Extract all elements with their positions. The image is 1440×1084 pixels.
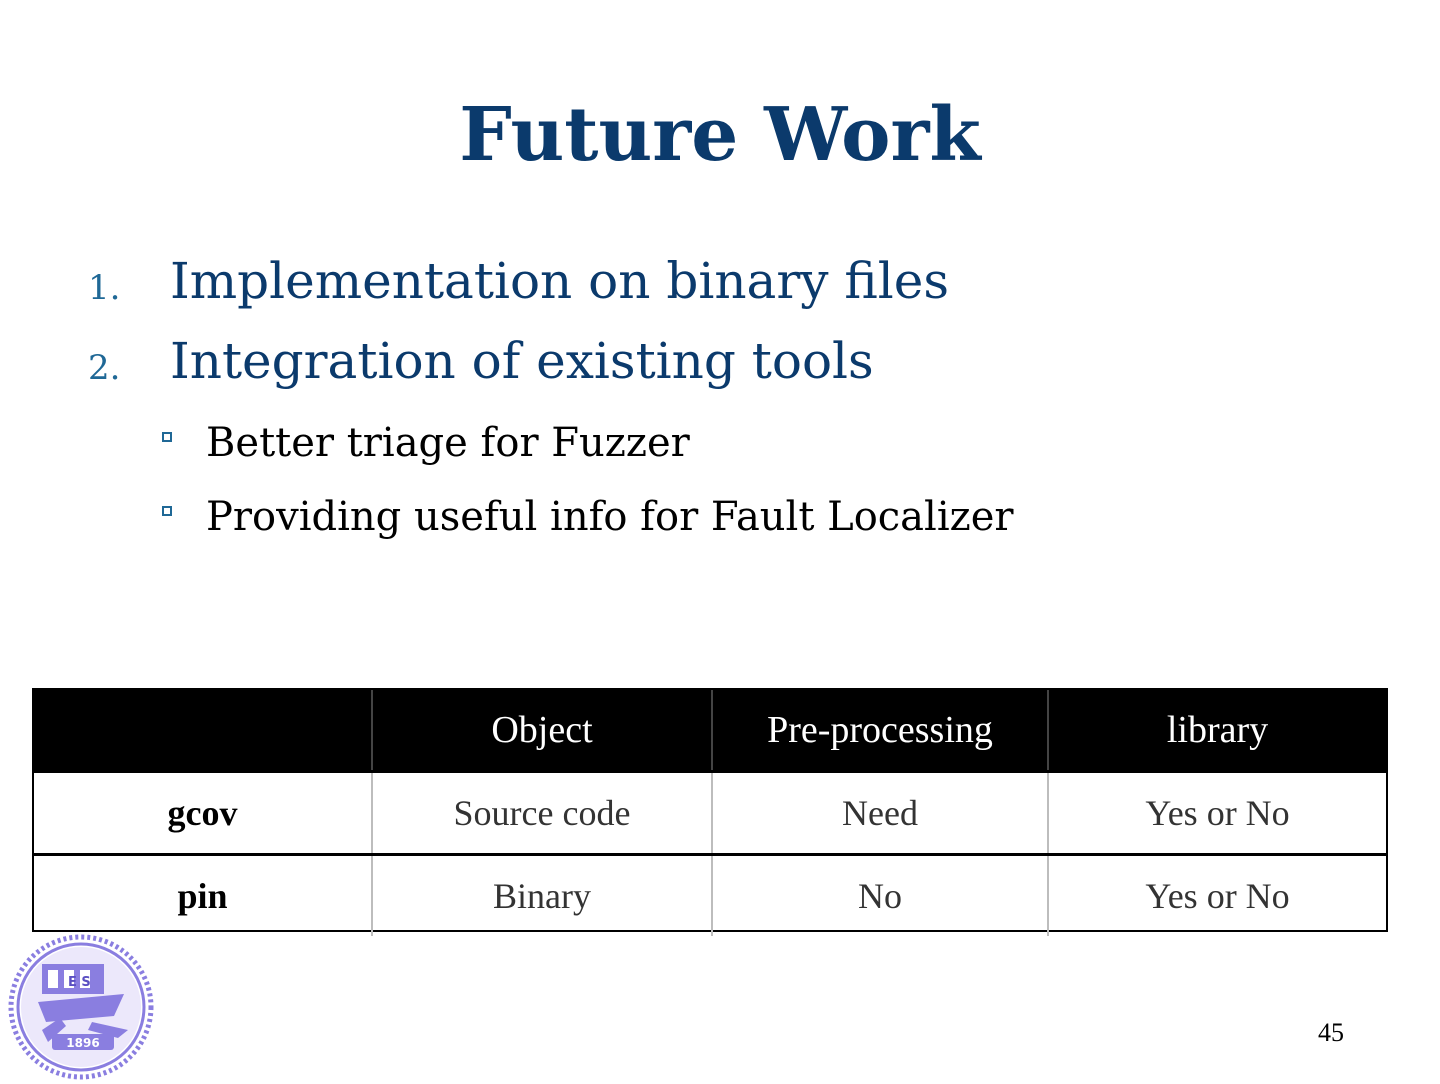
sub-item-text: Better triage for Fuzzer [206,420,690,466]
table-header-cell [34,690,372,772]
list-item [0,332,1440,392]
page-number: 45 [1318,1018,1344,1047]
table-header-cell: library [1048,690,1386,772]
list-text: Implementation on binary files [170,252,949,310]
sub-item-text: Providing useful info for Fault Localizer [206,494,1014,540]
svg-text:1896: 1896 [66,1036,100,1050]
table-cell: Need [712,772,1048,855]
table-cell: Yes or No [1048,772,1386,855]
list-number: 2. [88,348,121,388]
list-number: 1. [88,268,121,308]
list-text: Integration of existing tools [170,332,874,390]
table-header-cell: Pre-processing [712,690,1048,772]
comparison-table [32,688,1388,932]
table-header-row [34,690,1386,772]
table-cell: Source code [372,772,712,855]
svg-text:E S: E S [68,975,91,990]
table-cell: Yes or No [1048,855,1386,937]
slide-title: Future Work [459,92,981,178]
square-bullet-icon [162,506,172,516]
table-cell: Binary [372,855,712,937]
table-row [34,772,1386,855]
table-cell: No [712,855,1048,937]
seal-icon [2,934,160,1080]
square-bullet-icon [162,432,172,442]
table-header-cell: Object [372,690,712,772]
list-item [0,252,1440,312]
table-row-header: pin [34,855,372,937]
table-row-header: gcov [34,772,372,855]
university-seal-logo [2,934,160,1080]
sub-list-item [0,420,1440,470]
sub-list-item [0,494,1440,544]
table-row [34,855,1386,937]
